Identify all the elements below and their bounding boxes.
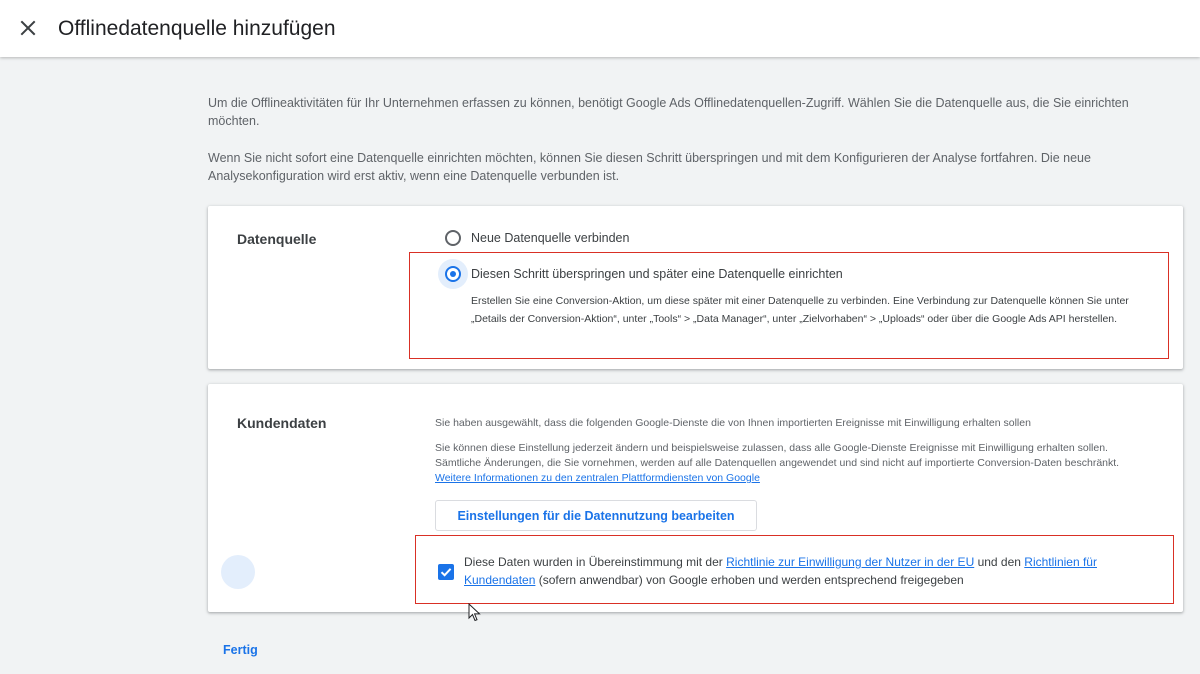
radio-new-datasource[interactable] [445,230,461,246]
consent-text-part-1: Diese Daten wurden in Übereinstimmung mit der [464,555,727,569]
kundendaten-info-2 [435,441,1155,486]
more-info-link[interactable]: Weitere Informationen zu den zentralen Plattformdiensten von Google [435,472,760,484]
close-icon[interactable] [16,16,40,40]
done-button[interactable]: Fertig [223,643,258,657]
consent-text-part-2: und den [974,555,1025,569]
customer-data-policy-link[interactable]: Richtlinien für Kundendaten [464,555,1097,587]
kundendaten-card [208,384,1183,612]
checkbox-focus-halo [221,555,255,589]
eu-consent-policy-link[interactable]: Richtlinie zur Einwilligung der Nutzer in der EU [726,555,975,569]
highlight-box-consent [415,535,1174,604]
radio-new-datasource-label[interactable]: Neue Datenquelle verbinden [471,231,630,245]
edit-data-usage-button[interactable]: Einstellungen für die Datennutzung bearbeiten [435,500,757,531]
radio-skip-step-label[interactable]: Diesen Schritt überspringen und später eine Datenquelle einrichten [471,267,843,281]
kundendaten-label: Kundendaten [237,415,327,431]
datenquelle-label: Datenquelle [237,231,317,247]
kundendaten-info-1: Sie haben ausgewählt, dass die folgenden Google-Dienste die von Ihnen importierten Ereignisse mit Einwilligung erhalten sollen [435,417,1031,429]
intro-paragraph-2: Wenn Sie nicht sofort eine Datenquelle einrichten möchten, können Sie diesen Schritt überspringen und mit dem Konfigurieren der Analyse fortfahren. Die neue Analysekonfiguration wird erst aktiv, wenn eine Datenquelle verbunden ist. [208,151,1091,183]
skip-step-description: Erstellen Sie eine Conversion-Aktion, um diese später mit einer Datenquelle zu verbinden. Eine Verbindung zur Datenquelle können Sie unter „Details der Conversion-Aktion“, unter „Tools“ > „Data Manager“, unter „Zielvorhaben“ > „Uploads“ oder über die Google Ads API herstellen. [471,295,1129,325]
datenquelle-card [208,206,1183,369]
mouse-cursor-icon [468,603,482,623]
highlight-box-skip-option [409,252,1169,359]
close-button[interactable] [16,16,40,40]
intro-paragraph-1: Um die Offlineaktivitäten für Ihr Unternehmen erfassen zu können, benötigt Google Ads Offlinedatenquellen-Zugriff. Wählen Sie die Datenquelle aus, die Sie einrichten möchten. [208,96,1129,128]
dialog-header [0,0,1200,57]
page-title: Offlinedatenquelle hinzufügen [58,17,336,40]
kundendaten-info-2-text: Sie können diese Einstellung jederzeit ändern und beispielsweise zulassen, dass alle Google-Dienste Ereignisse mit Einwilligung erhalten sollen. Sämtliche Änderungen, die Sie vornehmen, werden auf alle Datenquellen angewendet und sind nicht auf importierte Conversion-Daten beschränkt. [435,442,1120,469]
consent-text-part-3: (sofern anwendbar) von Google erhoben und werden entsprechend freigegeben [535,573,964,587]
